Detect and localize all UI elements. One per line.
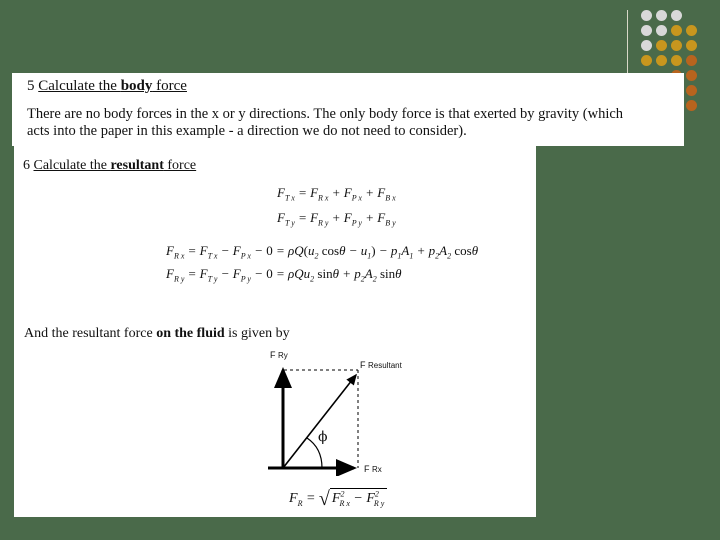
step6-panel (14, 146, 536, 517)
decorative-dot (641, 10, 652, 21)
equation-fr-magnitude: $F_R$ = √ $F^2_{R x} - F^2_{R y}$ (289, 488, 387, 511)
decorative-dot (686, 40, 697, 51)
decorative-dot (671, 10, 682, 21)
diagram-label-fry: F Ry (270, 350, 288, 360)
decorative-dot (641, 25, 652, 36)
decorative-dot (671, 40, 682, 51)
step6-closing-text: And the resultant force on the fluid is given by (24, 326, 290, 341)
decorative-dot (641, 40, 652, 51)
decorative-dot (686, 100, 697, 111)
equation-fry: $F_{R y} = F_{T y} - F_{P y} - 0 = \rho Qu_2$ $\sin\theta + p_2A_2$ sinθ (166, 266, 402, 284)
decorative-dot (671, 55, 682, 66)
step5-heading: 5 Calculate the body force (27, 78, 187, 94)
equation-frx: $F_{R x} = F_{T x} - F_{P x} - 0 = \rho Q(u_2$ $\cos\theta - u_1) - p_1A_1 + p_2A_2$ cosθ (166, 243, 479, 261)
diagram-label-frx: F Rx (364, 464, 382, 474)
step5-panel (12, 73, 684, 146)
equation-fty: $F_{T y} = F_{R y} + F_{P y} + F_{B y}$ (277, 210, 396, 228)
decorative-dot (686, 70, 697, 81)
decorative-dot (686, 85, 697, 96)
decorative-dot (656, 25, 667, 36)
decorative-dot (671, 25, 682, 36)
step5-text: There are no body forces in the x or y directions. The only body force is that exerted by gravity (which acts into the paper in this example - a direction we do not need to consider). (27, 106, 624, 139)
decorative-dot (686, 55, 697, 66)
decorative-dot (656, 40, 667, 51)
decorative-dot (641, 55, 652, 66)
diagram-label-fresultant: F Resultant (360, 360, 402, 370)
force-resultant-diagram (264, 356, 394, 476)
step6-heading: 6 Calculate the resultant force (23, 158, 197, 173)
decorative-dot (656, 55, 667, 66)
diagram-angle-symbol: ϕ (318, 429, 328, 445)
decorative-dot (656, 10, 667, 21)
decorative-dot (686, 25, 697, 36)
equation-ftx: $F_{T x} = F_{R x} + F_{P x} + F_{B x}$ (277, 185, 396, 203)
